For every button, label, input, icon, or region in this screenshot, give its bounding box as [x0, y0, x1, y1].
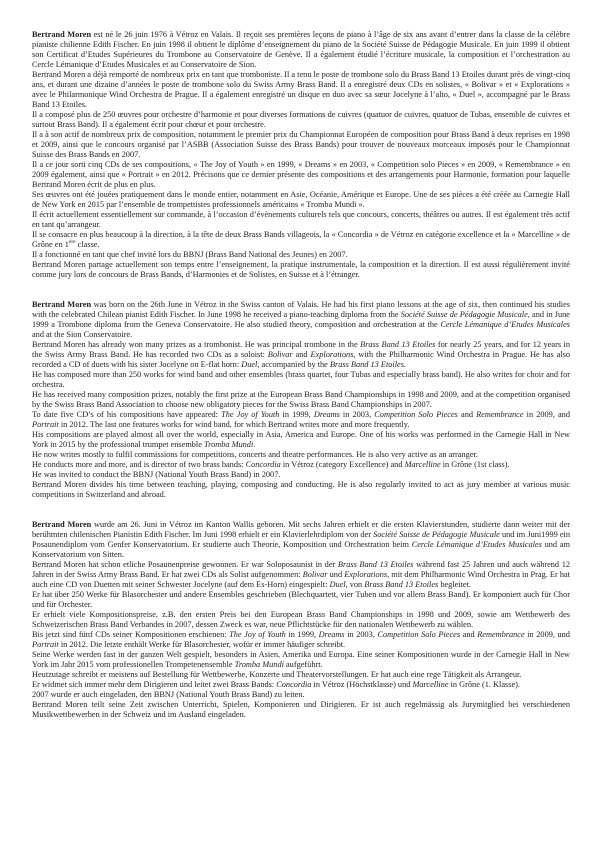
text-run: in Grône (1. Klasse).	[448, 680, 520, 689]
paragraph-en-6	[32, 430, 570, 450]
paragraph-fr-7	[32, 210, 570, 230]
text-run: Bertrand Moren teilt seine Zeit zwischen Unterricht, Spielen, Komponieren und Dirigieren. Er ist auch regelmässig als Jurymitglied bei verschiedenen Musikwettbewerben in der Schweiz und im Ausland eingeladen.	[32, 700, 570, 719]
text-run: Dreams	[313, 410, 340, 419]
text-run: ère	[68, 239, 76, 246]
text-run: Seine Werke werden fast in der ganzen Welt gespielt, besonders in Asien, Amerika und Europa. Eine seiner Kompositionen wurde in der Carnegie Hall in New York im Jahr 2015 vom professionellen Trompetenensemble	[32, 650, 570, 669]
text-run: Brass Band 13 Etoiles.	[329, 360, 406, 369]
text-run: Bolivar	[302, 570, 328, 579]
paragraph-fr-4	[32, 130, 570, 160]
text-run: Bertrand Moren divides his time between teaching, playing, composing and conducting. He is also regularly invited to act as jury member at various music competitions in Switzerland and abroad.	[32, 480, 570, 499]
text-run: The Joy of Youth	[221, 410, 280, 419]
text-run: Cercle Lémanique d’Etudes Musicales	[440, 320, 570, 329]
text-run: Er widmet sich immer mehr dem Dirigieren und leitet zwei Brass Bands:	[32, 680, 277, 689]
text-run: He now writes mostly to fulfil commissions for competitions, concerts and theatre performances. He is also very active as an arranger.	[32, 450, 478, 459]
section-german	[32, 520, 570, 720]
text-run: 2007 wurde er auch eingeladen, den BBNJ (National Youth Brass Band) zu leiten.	[32, 690, 305, 699]
text-run: Il se consacre en plus beaucoup à la direction, à la tête de deux Brass Bands villageois, la « Concordia » de Vétroz en catégorie excellence et la « Marcelline » de Grône en 1	[32, 230, 570, 249]
text-run: Cercle Lémanique d’Etudes Musicales	[411, 540, 542, 549]
text-run: in Vétroz (Höchstklasse) und	[311, 680, 413, 689]
text-run: Remembrance	[476, 410, 524, 419]
text-run: Il écrit actuellement essentiellement sur commande, à l’occasion d’évènements culturels tels que concours, concerts, théâtres ou autres. Il est également très actif en tant qu’arrangeur.	[32, 210, 570, 229]
paragraph-en-4	[32, 390, 570, 410]
paragraph-de-1	[32, 520, 570, 560]
text-run: Ses œuvres ont été jouées pratiquement dans le monde entier, notamment en Asie, Océanie, Amérique et Europe. Une de ses pièces a été créée au Carnegie Hall de New York en 2015 par l’ensemble de trompettistes professionnels américains « Tromba Mundi ».	[32, 190, 570, 209]
text-run: and	[457, 410, 477, 419]
text-run: Explorations	[310, 350, 354, 359]
text-run: Remembrance	[477, 630, 525, 639]
text-run: Concordia	[276, 680, 312, 689]
text-run: begleitet.	[438, 580, 471, 589]
section-english	[32, 300, 570, 500]
text-run: Société Suisse de Pédagogie Musicale	[373, 530, 500, 539]
text-run: Marcelline	[404, 460, 441, 469]
text-run: Portrait	[32, 420, 59, 429]
text-run: Bertrand Moren hat schon etliche Posaunenpreise gewonnen. Er war Soloposaunist in der	[32, 560, 338, 569]
paragraph-de-4	[32, 610, 570, 630]
text-run: wurde am 26. Juni in Vétroz im Kanton Wallis geboren. Mit sechs Jahren erhielt er die ersten Klavierstunden, studierte dann weiter mit der berühmten chilenischen Pianistin Edith Fischer. Im Juni 1998 erhielt er ein Klavierlehrdiplom von der	[32, 520, 570, 539]
text-run: , von	[345, 580, 365, 589]
text-run: Competition Solo Pieces	[374, 410, 458, 419]
text-run: in 1999,	[285, 630, 319, 639]
text-run: Bertrand Moren	[32, 520, 92, 529]
text-run: Bertrand Moren partage actuellement son temps entre l’enseignement, la pratique instrumentale, la composition et la direction. Il est aussi régulièrement invité comme jury lors de concours de Brass Bands, d’Harmonies et de Solistes, en Suisse et à l’étranger.	[32, 260, 570, 279]
text-run: in 2012. The last one features works for wind band, for which Bertrand writes more and more frequently.	[58, 420, 410, 429]
text-run: Bertrand Moren	[32, 300, 92, 309]
text-run: .	[253, 440, 256, 449]
paragraph-en-1	[32, 300, 570, 340]
text-run: Dreams	[318, 630, 345, 639]
paragraph-fr-10	[32, 260, 570, 280]
text-run: , and in June 1999 a Trombone diploma from the Geneva Conservatoire. He also studied theory, composition and orchestration at the	[32, 310, 570, 329]
text-run: The Joy of Youth	[229, 630, 286, 639]
text-run: est né le 26 juin 1976 à Vétroz en Valais. Il reçoit ses premières leçons de piano à l’âge de six ans avant d’entrer dans la classe de la célèbre pianiste chilienne Edith Fischer. En juin 1998 il obtient le diplôme d’enseignement du piano de la Société Suisse de Pédagogie Musicale. En juin 1999 il obtient son Certificat d’Etudes Supérieures du Trombone au Conservatoire de Genève. Il a également étudié l’écriture musicale, la composition et l’orchestration au Cercle Lémanique d’Etudes Musicales et au Conservatoire de Sion.	[32, 30, 570, 69]
text-run: Duel	[329, 580, 346, 589]
text-run: , accompanied by the	[257, 360, 330, 369]
text-run: und im Juni1999 ein Posaunendiplom vom Genfer Konservatorium. Er studierte auch Theorie, Komposition und Orchestration beim	[32, 530, 570, 549]
text-run: Bolivar	[267, 350, 293, 359]
paragraph-de-10	[32, 700, 570, 720]
text-run: Concordia	[245, 460, 281, 469]
text-run: Il a à son actif de nombreux prix de composition, notamment le premier prix du Championnat Européen de composition pour Brass Band à deux reprises en 1998 et 2009, ainsi que le concours organisé par l’ASBB (Association Suisse des Brass Bands) pour trouver de nouveaux morceaux imposés pour le Championnat Suisse des Brass Bands en 2007.	[32, 130, 570, 159]
text-run: To date five CD’s of his compositions have appeared:	[32, 410, 222, 419]
paragraph-de-3	[32, 590, 570, 610]
paragraph-en-2	[32, 340, 570, 370]
text-run: Brass Band 13 Etoiles	[337, 560, 414, 569]
text-run: in 2012. Die letzte enthält Werke für Blasorchester, wofür er immer häufiger schreibt.	[58, 640, 346, 649]
text-run: He has received many composition prizes, notably the first prize at the European Brass Band Championships in 1998 and 2009, and at the competition organised by the Swiss Brass Band Association to choose new obligatory pieces for the Swiss Brass Band Championships in 2007.	[32, 390, 570, 409]
text-run: Duel	[241, 360, 258, 369]
paragraph-de-2	[32, 560, 570, 590]
text-run: Explorations	[344, 570, 388, 579]
text-run: and	[292, 350, 311, 359]
text-run: Il a ce jour sorti cinq CDs de ses compositions, « The Joy of Youth » en 1999, « Dreams » en 2003, « Competition solo Pieces » en 2009, « Remembrance » en 2009 également, ainsi que « Portrait » en 2012. Précisons que ce dernier présente des compositions et des arrangements pour Harmonie, formation pour laquelle Bertrand Moren écrit de plus en plus.	[32, 160, 570, 189]
paragraph-fr-5	[32, 160, 570, 190]
text-run: Er erhielt viele Kompositionspreise, z.B. den ersten Preis bei den European Brass Band Championships in 1998 und 2009, sowie am Wettbewerb des Schweizerischen Brass Band Verbandes in 2007, dessen Zweck es war, neue Pflichtstücke für den nationalen Wettbewerb zu wählen.	[32, 610, 570, 629]
text-run: was born on the 26th June in Vétroz in the Swiss canton of Valais. He had his first piano lessons at the age of six, then continued his studies with the celebrated Chilean pianist Edith Fischer. In June 1998 he received a piano-teaching diploma from the	[32, 300, 570, 319]
text-run: Société Suisse de Pédagogie Musicale	[400, 310, 528, 319]
text-run: Brass Band 13 Etoiles	[360, 340, 436, 349]
paragraph-fr-1	[32, 30, 570, 70]
text-run: und am Konservatorium von Sitten.	[32, 540, 570, 559]
paragraph-de-6	[32, 650, 570, 670]
section-french	[32, 30, 570, 280]
text-run: and at the Sion Conservatoire.	[32, 330, 133, 339]
text-run: in Vétroz (category Excellence) and	[280, 460, 405, 469]
paragraph-en-9	[32, 470, 570, 480]
text-run: and	[460, 630, 478, 639]
text-run: , with the Philharmonic Wind Orchestra in Prague. He has also recorded a CD of duets with his sister Jocelyne on E-flat horn:	[32, 350, 570, 369]
text-run: He conducts more and more, and is director of two brass bands:	[32, 460, 246, 469]
text-run: Tromba Mundi	[204, 440, 254, 449]
text-run: Bis jetzt sind fünf CDs seiner Kompositionen erschienen:	[32, 630, 230, 639]
text-run: in 2009, und	[524, 630, 570, 639]
text-run: Il a fonctionné en tant que chef invité lors du BBNJ (Brass Band National des Jeunes) en 2007.	[32, 250, 348, 259]
paragraph-fr-3	[32, 110, 570, 130]
text-run: Bertrand Moren a déjà remporté de nombreux prix en tant que tromboniste. Il a tenu le poste de trombone solo du Brass Band 13 Etoiles durant près de vingt-cinq ans, et durant une dizaine d’années le poste de trombone solo du Swiss Army Brass Band. Il a enregistré deux CDs en solistes, « Bolivar » et « Explorations » avec le Philarmonique Wind Orchestra de Prague. Il a également enregistré un disque en duo avec sa sœur Jocelyne à l’alto, « Duel », accompagné par le Brass Band 13 Etoiles.	[32, 70, 571, 109]
text-run: His compositions are played almost all over the world, especially in Asia, America and Europe. One of his works was performed in the Carnegie Hall in New York in 2015 by the professional trumpet ensemble	[32, 430, 570, 449]
text-run: Heutzutage schreibt er meistens auf Bestellung für Wettbewerbe, Konzerte und Theatervorstellungen. Er hat auch eine rege Tätigkeit als Arrangeur.	[32, 670, 522, 679]
text-run: Portrait	[32, 640, 59, 649]
text-run: und	[327, 570, 345, 579]
text-run: Tromba Mundi	[234, 660, 284, 669]
text-run: Brass Band 13 Etoiles	[364, 580, 439, 589]
text-run: Bertrand Moren has already won many prizes as a trombonist. He was principal trombone in the	[32, 340, 361, 349]
text-run: Il a composé plus de 250 œuvres pour orchestre d’harmonie et pour diverses formations de cuivres (quatuor de cuivres, quatuor de Tubas, ensemble de cuivres et surtout Brass Band). Il a également écrit pour chœur et pour orchestre.	[32, 110, 570, 129]
text-run: in 1999,	[279, 410, 314, 419]
paragraph-de-7	[32, 670, 570, 680]
text-run: classe.	[75, 240, 100, 249]
text-run: in 2003,	[344, 630, 378, 639]
paragraph-fr-9	[32, 250, 570, 260]
text-run: for nearly 25 years, and for 12 years in the Swiss Army Brass Band. He has recorded two CDs as a soloist:	[32, 340, 571, 359]
text-run: Marcelline	[412, 680, 449, 689]
text-run: Bertrand Moren	[32, 30, 92, 39]
paragraph-fr-8	[32, 230, 570, 250]
paragraph-en-8	[32, 460, 570, 470]
paragraph-fr-2	[32, 70, 570, 110]
text-run: in Grône (1st class).	[440, 460, 510, 469]
paragraph-en-5	[32, 410, 570, 430]
text-run: Competition Solo Pieces	[377, 630, 461, 639]
paragraph-de-9	[32, 690, 570, 700]
paragraph-de-5	[32, 630, 570, 650]
text-run: in 2003,	[339, 410, 375, 419]
text-run: He has composed more than 250 works for wind band and other ensembles (brass quartet, four Tubas and especially brass band). He also writes for choir and for orchestra.	[32, 370, 570, 389]
text-run: während fast 25 Jahren und auch während 12 Jahren in der Swiss Army Brass Band. Er hat zwei CDs als Solist aufgenommen:	[32, 560, 571, 579]
text-run: aufgeführt.	[283, 660, 323, 669]
text-run: Er hat über 250 Werke für Blasorchester und andere Ensembles geschrieben (Blechquartett, vier Tuben und vor allem Brass Band). Er komponiert auch für Chor und für Orchester.	[32, 590, 570, 609]
paragraph-fr-6	[32, 190, 570, 210]
paragraph-en-7	[32, 450, 570, 460]
text-run: in 2009, and	[523, 410, 570, 419]
paragraph-en-3	[32, 370, 570, 390]
paragraph-de-8	[32, 680, 570, 690]
text-run: , mit dem Philharmonic Wind Orchestra in Prag. Er hat auch eine CD von Duetten mit seiner Schwester Jocelyne (auf dem Es-Horn) eingespielt:	[32, 570, 571, 589]
paragraph-en-10	[32, 480, 570, 500]
text-run: He was invited to conduct the BBNJ (National Youth Brass Band) in 2007.	[32, 470, 281, 479]
